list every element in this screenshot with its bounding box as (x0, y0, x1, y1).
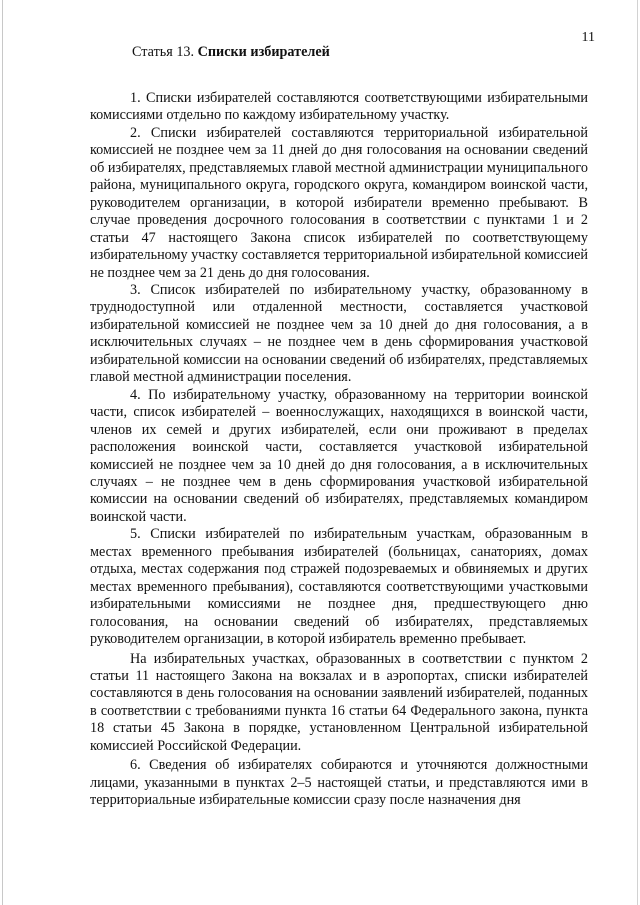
document-body (90, 43, 588, 810)
paragraph-3: 3. Список избирателей по избирательному участку, образованному в труднодоступной или отдаленной местности, составляется участковой избирательной комиссией не позднее чем за 10 дней до дня голосования, а в исключительных случаях – не позднее чем в день сформирования участковой избирательной комиссии на основании сведений об избирателях, представляемых главой местной администрации поселения. (90, 281, 588, 386)
paragraph-1: 1. Списки избирателей составляются соответствующими избирательными комиссиями отдельно по каждому избирательному участку. (90, 90, 588, 124)
scan-edge-right (637, 0, 638, 905)
paragraph-6: 6. Сведения об избирателях собираются и уточняются должностными лицами, указанными в пунктах 2–5 настоящей статьи, и представляются ими в территориальные избирательные комиссии сразу после назначения дня (90, 757, 588, 809)
article-heading (132, 43, 588, 61)
article-title: Списки избирателей (197, 44, 330, 60)
paragraph-5: 5. Списки избирателей по избирательным участкам, образованным в местах временного пребывания избирателей (больницах, санаториях, домах отдыха, местах содержания под стражей подозреваемых и обвиняемых и других местах временного пребывания), составляются соответствующими участковыми избирательными комиссиями не позднее дня, предшествующего дню голосования, на основании сведений об избирателях, представляемых руководителем организации, в которой избиратель временно пребывает. (90, 526, 588, 648)
paragraph-4: 4. По избирательному участку, образованному на территории воинской части, список избирателей – военнослужащих, находящихся в воинской части, членов их семей и других избирателей, если они проживают в пределах расположения воинской части, составляется участковой избирательной комиссией не позднее чем за 10 дней до дня голосования, а в исключительных случаях – не позднее чем в день сформирования участковой избирательной комиссии на основании сведений об избирателях, представляемых командиром воинской части. (90, 386, 588, 525)
paragraph-5-continuation: На избирательных участках, образованных в соответствии с пунктом 2 статьи 11 настоящего Закона на вокзалах и в аэропортах, списки избирателей составляются в день голосования на основании заявлений избирателей, поданных в соответствии с требованиями пункта 16 статьи 64 Федерального закона, пункта 18 статьи 45 Закона в порядке, установленном Центральной избирательной комиссией Российской Федерации. (90, 650, 588, 754)
page-number: 11 (581, 30, 595, 45)
paragraph-2: 2. Списки избирателей составляются территориальной избирательной комиссией не позднее чем за 11 дней до дня голосования на основании сведений об избирателях, представляемых главой местной администрации муниципального района, муниципального округа, городского округа, командиром воинской части, руководителем организации, в которой избиратели временно пребывают. В случае проведения досрочного голосования в соответствии с пунктами 1 и 2 статьи 47 настоящего Закона список избирателей по соответствующему избирательному участку составляется территориальной избирательной комиссией не позднее чем за 21 день до дня голосования. (90, 124, 588, 281)
scan-edge-left (2, 0, 3, 905)
article-label: Статья 13. (132, 44, 195, 60)
